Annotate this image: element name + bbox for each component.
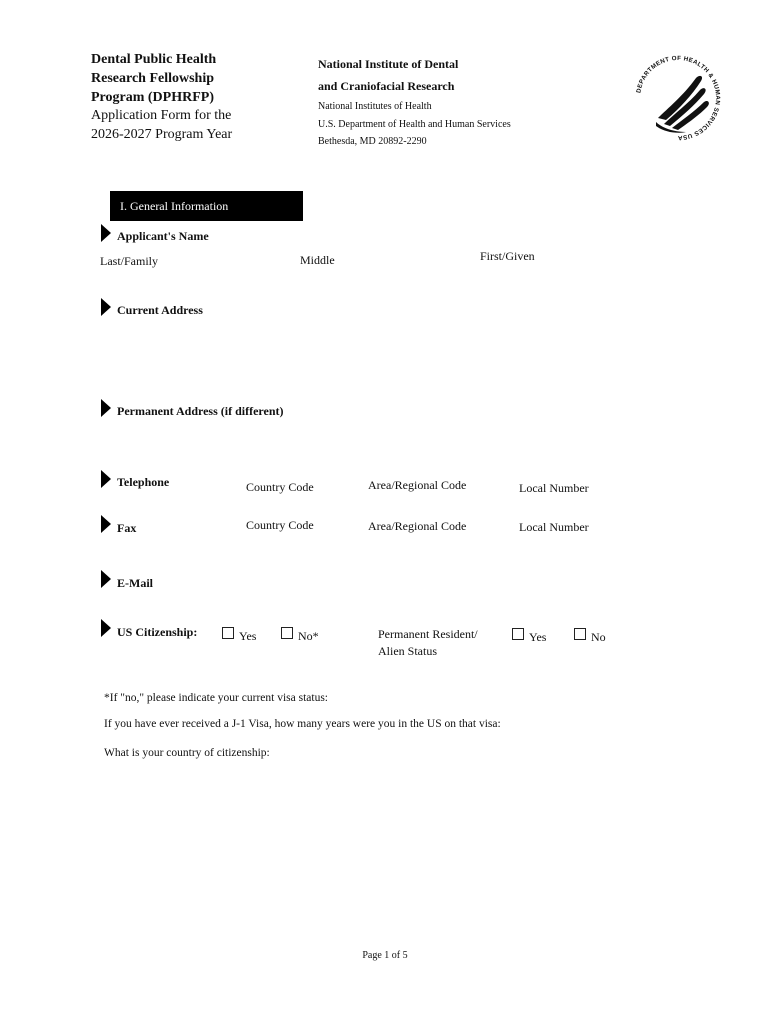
program-subtitle <box>91 106 301 144</box>
visa-status-field[interactable]: *If "no," please indicate your current visa status: <box>104 692 328 704</box>
first-name-field[interactable]: First/Given <box>480 249 535 263</box>
section-header-general-information: I. General Information <box>110 191 303 221</box>
fax-label: Fax <box>117 521 137 535</box>
telephone-local-number-field[interactable]: Local Number <box>519 481 589 495</box>
arrow-right-icon <box>101 619 111 637</box>
email-field[interactable]: E-Mail <box>117 576 153 590</box>
permanent-resident-label-line: Permanent Resident/ <box>378 627 478 641</box>
current-address-field[interactable]: Current Address <box>117 303 203 317</box>
citizenship-yes-label: Yes <box>239 629 257 643</box>
institute-name <box>318 53 458 97</box>
permanent-resident-yes-checkbox[interactable] <box>512 628 524 640</box>
arrow-right-icon <box>101 515 111 533</box>
agency-line: Bethesda, MD 20892-2290 <box>318 136 427 147</box>
us-citizenship-label: US Citizenship: <box>117 625 198 639</box>
permanent-resident-yes-label: Yes <box>529 630 547 644</box>
program-subtitle-line: Application Form for the <box>91 108 232 123</box>
fax-local-number-field[interactable]: Local Number <box>519 520 589 534</box>
permanent-resident-no-checkbox[interactable] <box>574 628 586 640</box>
j1-visa-years-field[interactable]: If you have ever received a J-1 Visa, how many years were you in the US on that visa: <box>104 718 501 730</box>
fax-area-code-field[interactable]: Area/Regional Code <box>368 519 467 533</box>
arrow-right-icon <box>101 570 111 588</box>
arrow-right-icon <box>101 399 111 417</box>
telephone-country-code-field[interactable]: Country Code <box>246 480 314 494</box>
agency-line: National Institutes of Health <box>318 101 432 112</box>
svg-text:DEPARTMENT OF HEALTH & HUMAN S: DEPARTMENT OF HEALTH & HUMAN SERVICES USA <box>635 54 722 142</box>
program-title-line: Dental Public Health <box>91 52 217 67</box>
program-subtitle-line: 2026-2027 Program Year <box>91 127 233 142</box>
telephone-area-code-field[interactable]: Area/Regional Code <box>368 478 467 492</box>
program-title-line: Program (DPHRFP) <box>91 90 214 105</box>
middle-name-field[interactable]: Middle <box>300 253 335 267</box>
applicant-name-label: Applicant's Name <box>117 229 209 243</box>
citizenship-no-label: No* <box>298 629 319 643</box>
permanent-resident-label <box>378 626 478 660</box>
arrow-right-icon <box>101 224 111 242</box>
permanent-address-field[interactable]: Permanent Address (if different) <box>117 404 284 418</box>
fax-country-code-field[interactable]: Country Code <box>246 518 314 532</box>
permanent-resident-no-label: No <box>591 630 606 644</box>
page-number: Page 1 of 5 <box>362 950 408 961</box>
permanent-resident-label-line: Alien Status <box>378 644 437 658</box>
country-of-citizenship-field[interactable]: What is your country of citizenship: <box>104 747 270 759</box>
citizenship-yes-checkbox[interactable] <box>222 627 234 639</box>
agency-info <box>318 98 511 151</box>
last-name-field[interactable]: Last/Family <box>100 254 158 268</box>
agency-line: U.S. Department of Health and Human Services <box>318 118 511 130</box>
institute-line: National Institute of Dental <box>318 57 459 71</box>
institute-line: and Craniofacial Research <box>318 79 455 93</box>
telephone-label: Telephone <box>117 475 170 489</box>
program-title-line: Research Fellowship <box>91 71 215 86</box>
arrow-right-icon <box>101 470 111 488</box>
citizenship-no-checkbox[interactable] <box>281 627 293 639</box>
program-title <box>91 50 301 107</box>
arrow-right-icon <box>101 298 111 316</box>
hhs-seal-logo <box>628 48 728 148</box>
